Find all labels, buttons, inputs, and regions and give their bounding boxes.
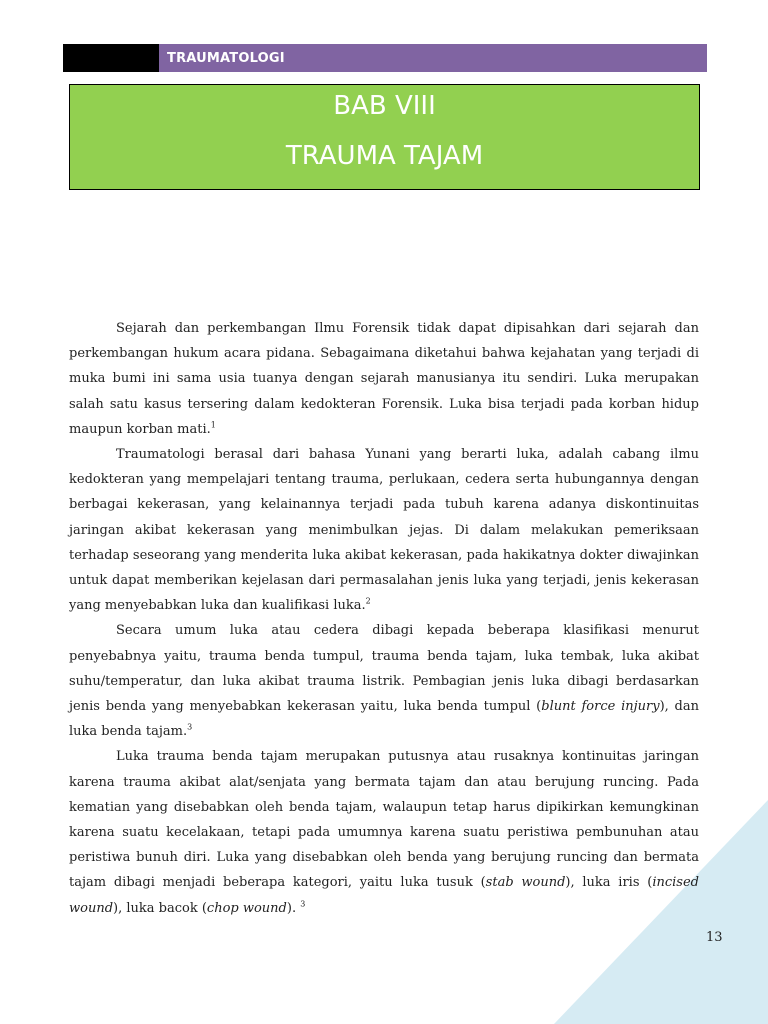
header-title: TRAUMATOLOGI: [167, 50, 285, 66]
paragraph-text: Secara umum luka atau cedera dibagi kepada beberapa klasifikasi menurut penyebabnya yaitu, trauma benda tumpul, trauma benda tajam, luka tembak, luka akibat suhu/temperatur, dan luka akibat trauma listrik. Pembagian jenis luka dibagi berdasarkan jenis benda yang menyebabkan kekerasan yaitu, luka benda tumpul (: [69, 623, 699, 715]
italic-term: stab wound: [485, 875, 566, 891]
footnote-reference: 2: [365, 596, 371, 606]
chapter-title: TRAUMA TAJAM: [285, 141, 484, 171]
italic-term: chop wound: [206, 900, 287, 916]
italic-term: incised wound: [69, 875, 699, 916]
italic-term: blunt force injury: [541, 699, 660, 715]
chapter-heading-box: [69, 84, 700, 190]
footnote-reference: 1: [210, 420, 216, 430]
footnote-reference: 3: [300, 899, 306, 909]
paragraph-text: Sejarah dan perkembangan Ilmu Forensik tidak dapat dipisahkan dari sejarah dan perkembangan hukum acara pidana. Sebagaimana diketahui bahwa kejahatan yang terjadi di muka bumi ini sama usia tuanya dengan sejarah manusianya itu sendiri. Luka merupakan salah satu kasus tersering dalam kedokteran Forensik. Luka bisa terjadi pada korban hidup maupun korban mati.: [69, 321, 699, 437]
header-band: [159, 44, 707, 72]
paragraph-text: ), luka iris (: [565, 875, 653, 891]
chapter-number: BAB VIII: [333, 91, 436, 121]
paragraph-text: Traumatologi berasal dari bahasa Yunani yang berarti luka, adalah cabang ilmu kedokteran yang mempelajari tentang trauma, perlukaan, cedera serta hubungannya dengan berbagai kekerasan, yang kelainannya terjadi pada tubuh karena adanya diskontinuitas jaringan akibat kekerasan yang menimbulkan jejas. Di dalam melakukan pemeriksaan terhadap seseorang yang menderita luka akibat kekerasan, pada hakikatnya dokter diwajinkan untuk dapat memberikan kejelasan dari permasalahan jenis luka yang terjadi, jenis kekerasan yang menyebabkan luka dan kualifikasi luka.: [69, 447, 699, 614]
body-paragraph: [69, 618, 699, 744]
footnote-reference: 3: [187, 722, 193, 732]
body-paragraph: [69, 316, 699, 442]
body-text: [69, 316, 699, 921]
paragraph-text: ), dan luka benda tajam.: [69, 699, 699, 740]
paragraph-text: Luka trauma benda tajam merupakan putusnya atau rusaknya kontinuitas jaringan karena trauma akibat alat/senjata yang bermata tajam dan atau berujung runcing. Pada kematian yang disebabkan oleh benda tajam, walaupun tetap harus dipikirkan kemungkinan karena suatu kecelakaan, tetapi pada umumnya karena suatu peristiwa pembunuhan atau peristiwa bunuh diri. Luka yang disebabkan oleh benda yang berujung runcing dan bermata tajam dibagi menjadi beberapa kategori, yaitu luka tusuk (: [69, 749, 699, 891]
paragraph-text: ), luka bacok (: [113, 900, 207, 916]
running-header: [63, 44, 707, 72]
paragraph-text: ).: [286, 900, 301, 916]
body-paragraph: [69, 744, 699, 920]
page-number: 13: [706, 930, 723, 945]
header-black-block: [63, 44, 159, 72]
body-paragraph: [69, 442, 699, 618]
